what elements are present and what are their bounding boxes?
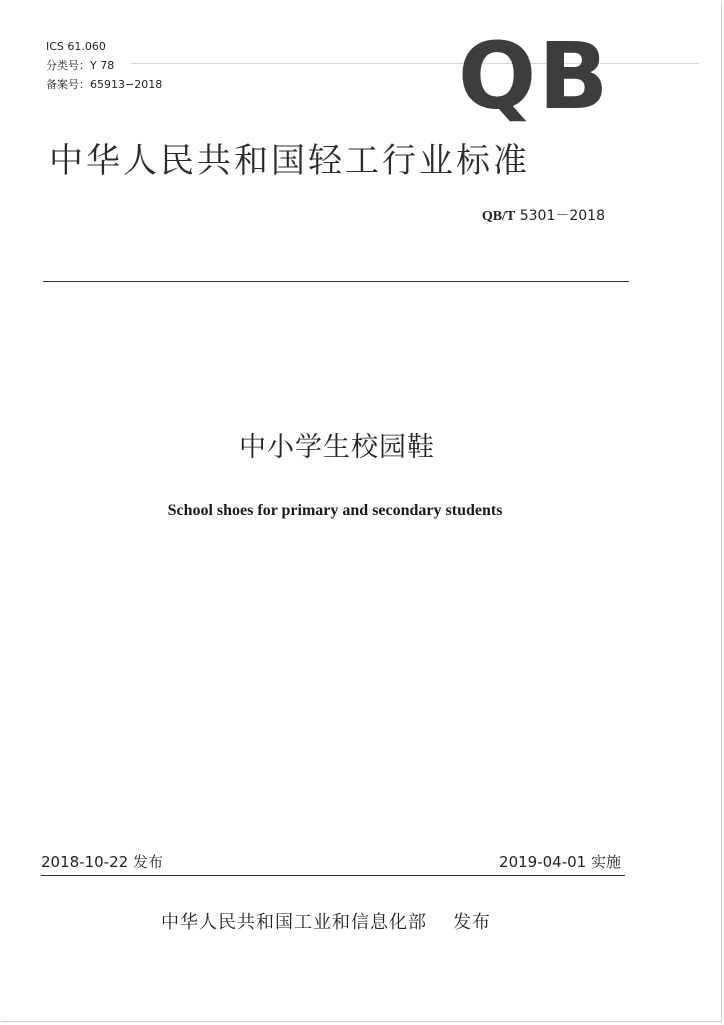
issuing-authority <box>161 908 491 934</box>
classification-block <box>46 37 162 94</box>
classification-number: 分类号：Y 78 <box>46 59 115 72</box>
implementation-date: 2019-04-01 实施 <box>499 853 621 871</box>
issuer-action: 发布 <box>453 912 491 933</box>
record-number: 备案号：65913−2018 <box>46 78 163 91</box>
document-title-english: School shoes for primary and secondary students <box>167 502 503 519</box>
issue-date: 2018-10-22 发布 <box>41 853 163 871</box>
standard-prefix: QB/T <box>481 209 516 224</box>
ics-code: ICS 61.060 <box>46 40 106 53</box>
standard-number <box>482 205 605 225</box>
qb-logo: QB <box>458 23 611 130</box>
standard-code: 5301－2018 <box>515 208 605 224</box>
standard-cover-page <box>1 1 722 1022</box>
issuer-name: 中华人民共和国工业和信息化部 <box>161 912 427 933</box>
top-divider <box>43 281 629 282</box>
header-accent-rule <box>131 63 699 64</box>
bottom-divider <box>41 875 625 876</box>
document-title-chinese: 中小学生校园鞋 <box>239 432 435 463</box>
standard-category-title: 中华人民共和国轻工行业标准 <box>49 141 530 181</box>
